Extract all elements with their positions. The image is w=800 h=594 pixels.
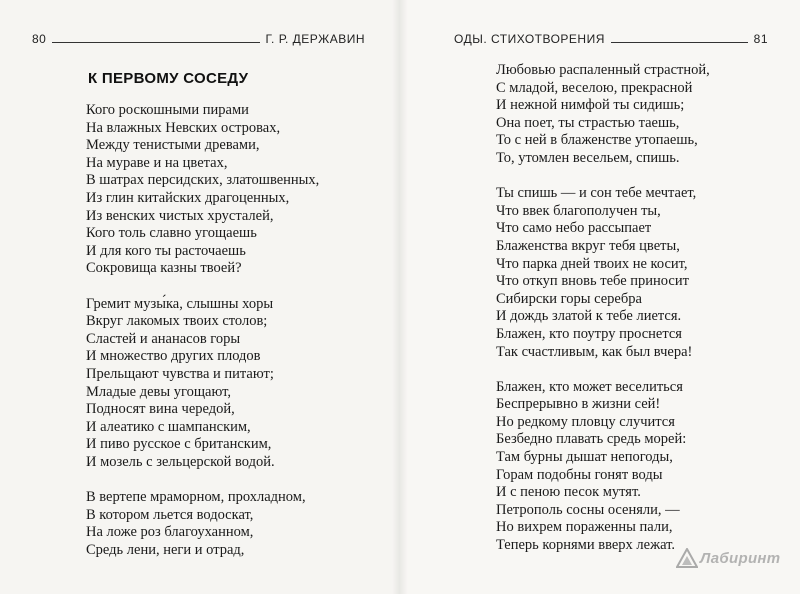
poem-line: Блажен, кто поутру проснется [496, 325, 682, 342]
stanza-gap [86, 471, 319, 489]
poem-line: Средь лени, неги и отрад, [86, 541, 245, 558]
poem-line: И нежной нимфой ты сидишь; [496, 97, 685, 114]
poem-line: Блаженства вкруг тебя цветы, [496, 237, 680, 254]
section-title: ОДЫ. СТИХОТВОРЕНИЯ [454, 32, 605, 46]
right-running-head [454, 31, 768, 47]
poem-line: И алеатико с шампанским, [86, 418, 251, 435]
poem-line: Подносят вина чередой, [86, 401, 235, 418]
poem-line: Но редкому пловцу случится [496, 413, 675, 430]
poem-line: Что само небо рассыпает [496, 220, 652, 237]
poem-line: И мозель с зельцерской водой. [86, 453, 275, 470]
poem-line: Сластей и ананасов горы [86, 330, 241, 347]
poem-line: В вертепе мраморном, прохладном, [86, 489, 306, 506]
poem-line: Теперь корнями вверх лежат. [496, 537, 676, 554]
poem-title: К ПЕРВОМУ СОСЕДУ [88, 70, 249, 87]
poem-line: Там бурны дышат непогоды, [496, 449, 673, 466]
poem-line: Младые девы угощают, [86, 383, 231, 400]
poem-line: Любовью распаленный страстной, [496, 62, 710, 78]
poem-line: С младой, веселою, прекрасной [496, 79, 693, 96]
right-poem-text [496, 62, 710, 555]
poem-line: Блажен, кто может веселиться [496, 378, 683, 395]
labirint-watermark [676, 548, 780, 568]
poem-line: Что откуп вновь тебе приносит [496, 273, 689, 290]
poem-line: Что парка дней твоих не косит, [496, 255, 688, 272]
poem-line: Из венских чистых хрусталей, [86, 207, 274, 224]
poem-line: Беспрерывно в жизни сей! [496, 396, 661, 413]
poem-line: В котором льется водоскат, [86, 506, 254, 523]
right-page-number: 81 [753, 32, 768, 46]
book-gutter [392, 0, 408, 594]
author-name: Г. Р. ДЕРЖАВИН [265, 32, 365, 46]
poem-line: Что ввек благополучен ты, [496, 202, 661, 219]
poem-line: Горам подобны гонят воды [496, 466, 663, 483]
poem-line: Гремит музы́ка, слышны хоры [86, 295, 274, 312]
header-rule [611, 42, 748, 43]
left-running-head [32, 31, 365, 47]
left-poem-text [86, 102, 319, 559]
poem-line: Она поет, ты страстью таешь, [496, 114, 680, 131]
poem-line: И с пеною песок мутят. [496, 484, 641, 501]
poem-line: Вкруг лакомых твоих столов; [86, 313, 268, 330]
stanza-gap [496, 361, 710, 379]
poem-line: На ложе роз благоуханном, [86, 524, 254, 541]
poem-line: И множество других плодов [86, 348, 261, 365]
poem-line: И дождь златой к тебе лиется. [496, 308, 682, 325]
poem-line: На мураве и на цветах, [86, 154, 228, 171]
stanza-gap [86, 278, 319, 296]
poem-line: На влажных Невских островах, [86, 119, 281, 136]
poem-line: Кого толь славно угощаешь [86, 225, 257, 242]
poem-line: Между тенистыми древами, [86, 137, 260, 154]
poem-line: Так счастливым, как был вчера! [496, 343, 693, 360]
left-page-number: 80 [32, 32, 47, 46]
poem-line: Кого роскошными пирами [86, 102, 249, 118]
stanza-gap [496, 168, 710, 186]
poem-line: И пиво русское с британским, [86, 436, 272, 453]
poem-line: Прельщают чувства и питают; [86, 365, 274, 382]
poem-line: Безбедно плавать средь морей: [496, 431, 687, 448]
poem-line: То, утомлен весельем, спишь. [496, 149, 680, 166]
poem-line: Петрополь сосны осеняли, — [496, 501, 680, 518]
labirint-logo-icon [676, 548, 698, 568]
watermark-text: Лабиринт [700, 549, 781, 567]
poem-line: То с ней в блаженстве утопаешь, [496, 132, 698, 149]
poem-line: Сибирски горы серебра [496, 290, 642, 307]
poem-line: Из глин китайских драгоценных, [86, 189, 290, 206]
poem-line: Но вихрем пораженны пали, [496, 519, 673, 536]
poem-line: И для кого ты расточаешь [86, 242, 246, 259]
header-rule [52, 42, 259, 43]
poem-line: Ты спишь — и сон тебе мечтает, [496, 185, 697, 202]
poem-line: В шатрах персидских, златошвенных, [86, 172, 320, 189]
poem-line: Сокровища казны твоей? [86, 260, 242, 277]
